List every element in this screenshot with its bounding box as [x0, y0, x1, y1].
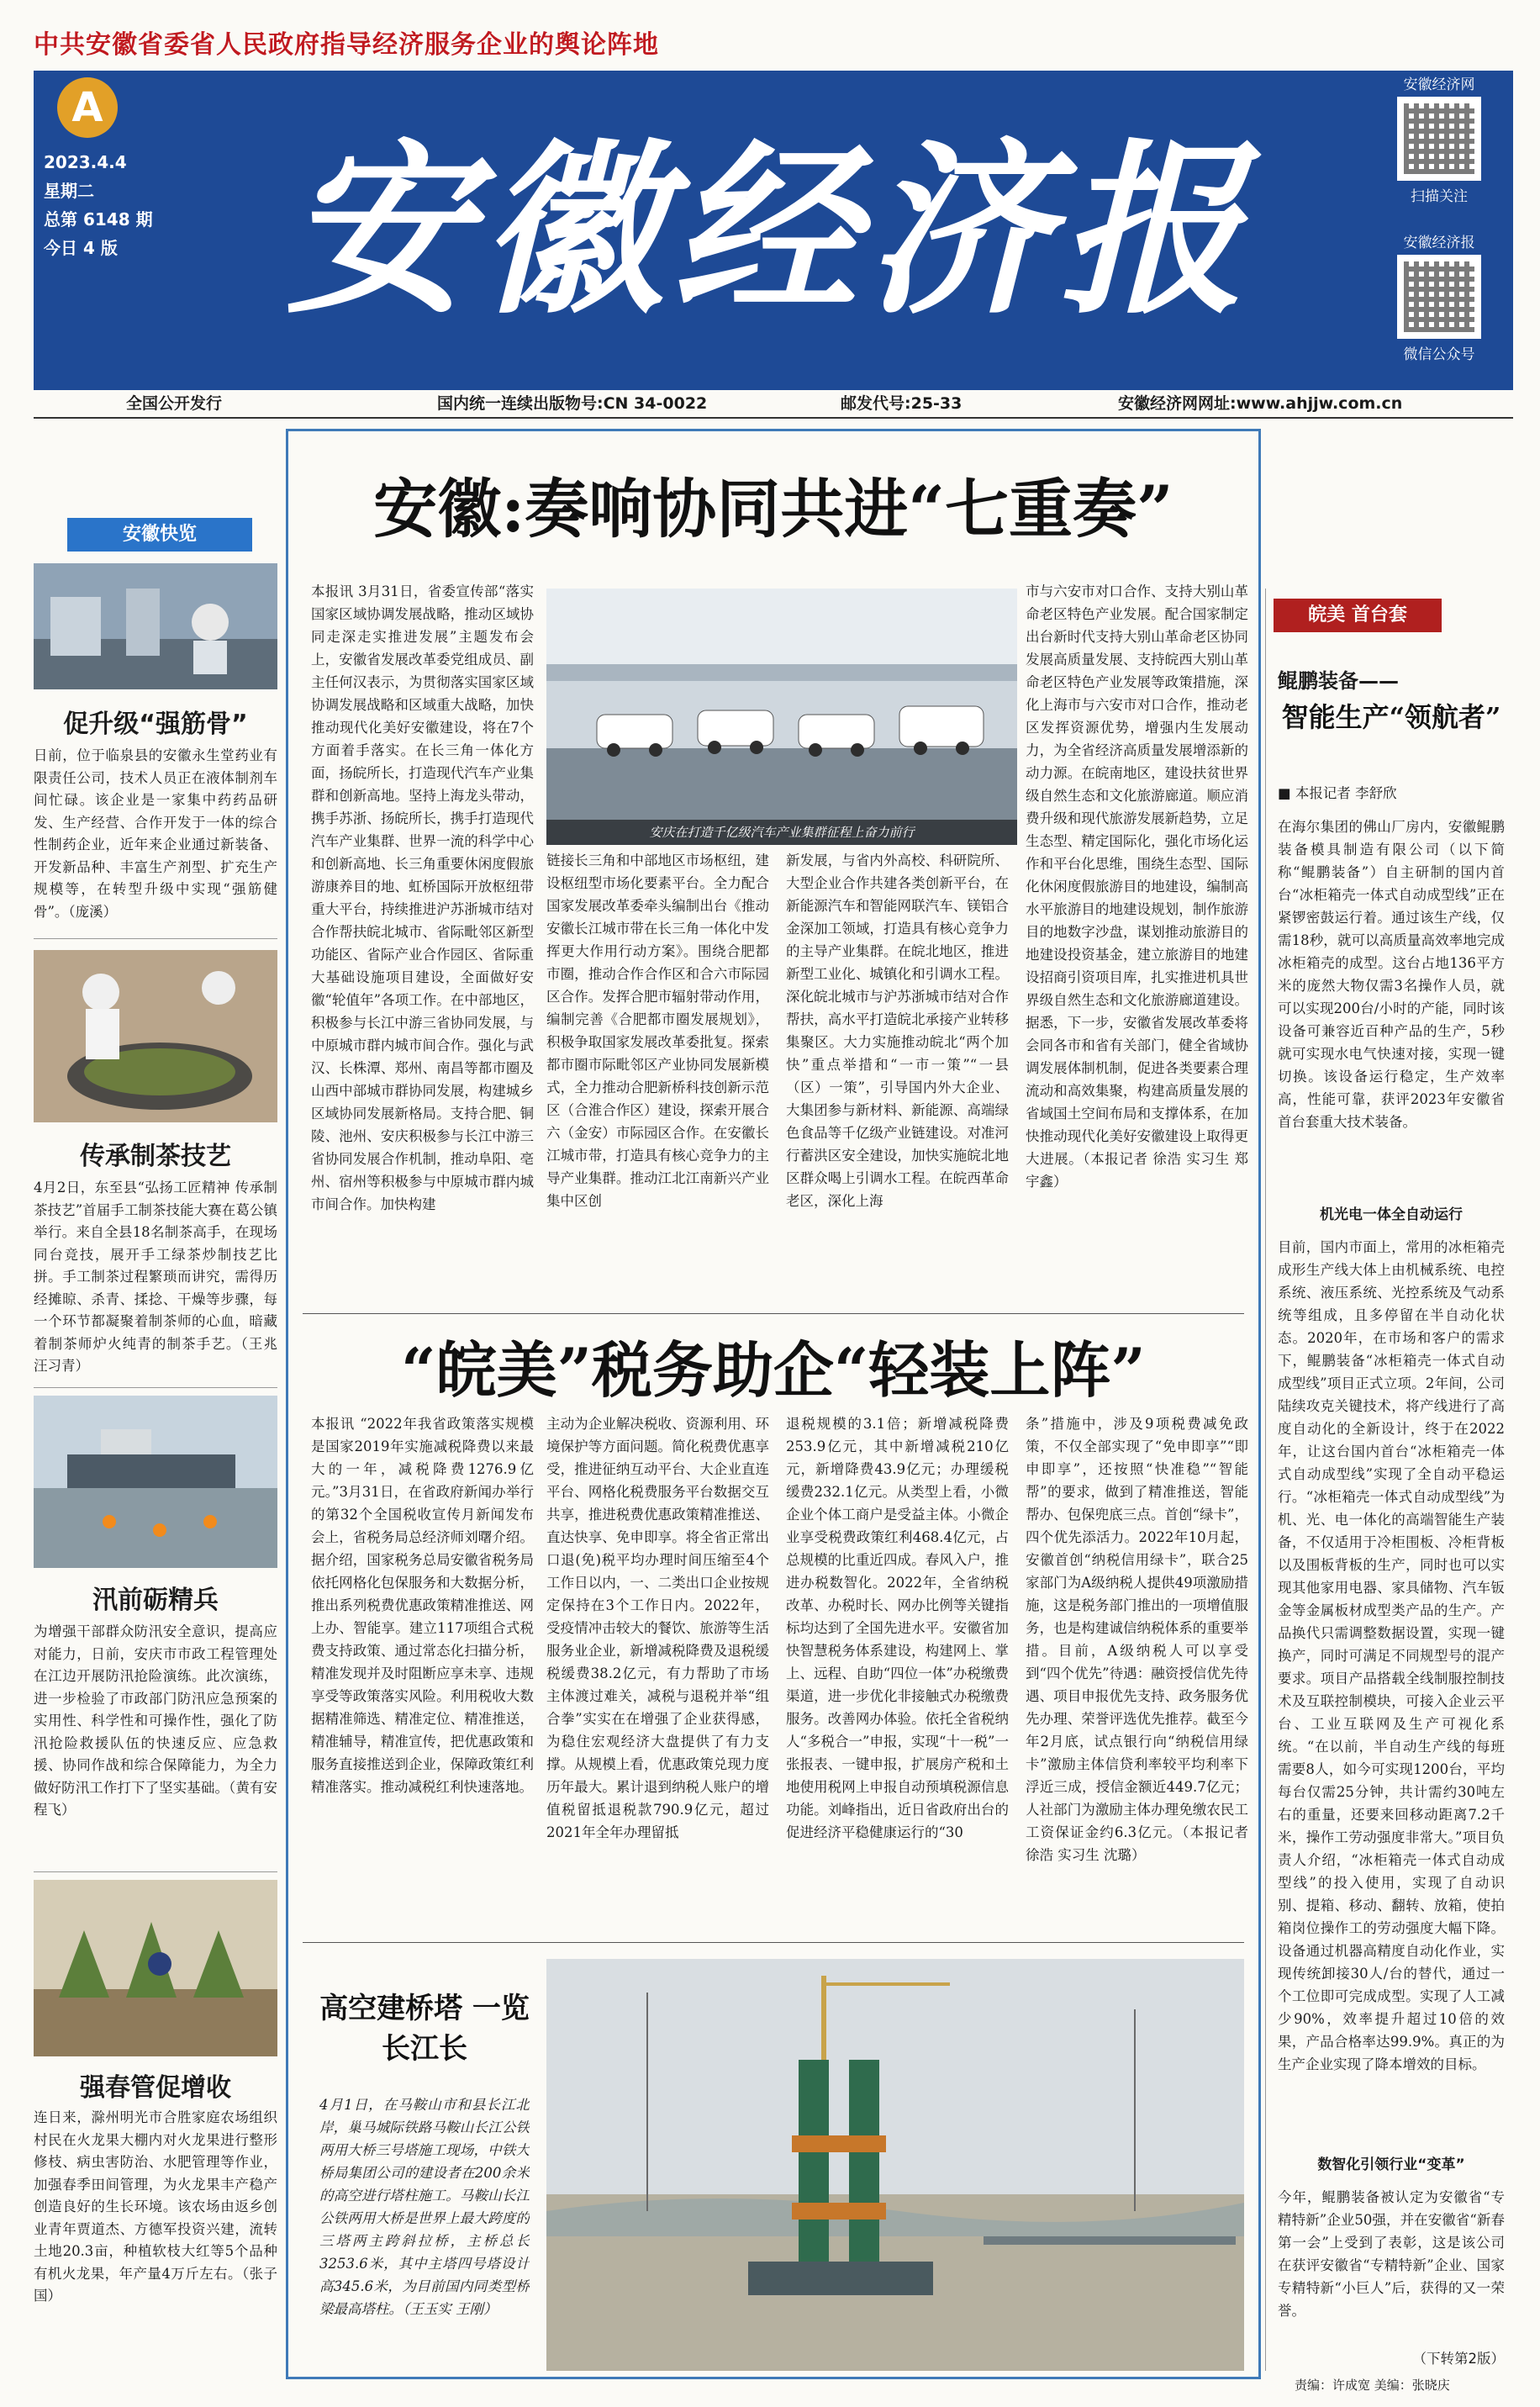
tax-column-4: 条”措施中，涉及9项税费减免政策，不仅全部实现了“免申即享”“即申即享”，还按照“快准稳”“智能帮”的要求，做到了精准推送，智能帮办、包保兜底三点。首创“绿卡”，四个优先添活力。2022年10月起，安徽首创“纳税信用绿卡”，联合25家部门为A级纳税人提供49项激励措施，这是税务部门推出的一项增值服务，也是构建诚信纳税体系的重要举措。目前，A级纳税人可以享受到“四个优先”待遇：融资授信优先待遇、项目申报优先支持、政务服务优先办理、荣誉评选优先推荐。截至今年2月底，试点银行向“纳税信用绿卡”激励主体信贷利率较平均利率下浮近三成，授信金额近449.7亿元；人社部门为激励主体办理免缴农民工工资保证金约6.3亿元。（本报记者 徐浩 实习生 沈璐）	[1026, 1416, 1248, 1863]
postal-code: 邮发代号:25-33	[841, 394, 962, 413]
right-byline: ■ 本报记者 李舒欣	[1278, 785, 1397, 801]
qr-website[interactable]	[1380, 72, 1498, 205]
cn-number: 国内统一连续出版物号:CN 34-0022	[437, 394, 708, 413]
tax-headline: “皖美”税务助企“轻装上阵”	[401, 1334, 1146, 1406]
lead-column-3: 新发展，与省内外高校、科研院所、大型企业合作共建各类创新平台，在新能源汽车和智能网联汽车、镁铝合金深加工领域，打造具有核心竞争力的主导产业集群。在皖北地区，推进新型工业化、城镇化和引调水工程。深化皖北城市与沪苏浙城市结对合作帮扶，高水平打造皖北承接产业转移集聚区。大力实施推动皖北“两个加快”重点举措和“一市一策”“一县（区）一策”，引导国内外大企业、大集团参与新材料、新能源、高端绿色食品等千亿级产业链建设。对准河行蓄洪区安全建设，加快实施皖北地区群众喝上引调水工程。在皖西革命老区，深化上海	[786, 852, 1009, 1209]
masthead	[34, 71, 1513, 390]
qr-code-icon[interactable]	[1397, 255, 1481, 339]
editors-credit: 责编：许成宽 美编：张晓庆	[1295, 2378, 1450, 2393]
lead-headline: 安徽:奏响协同共进“七重奏”	[373, 472, 1173, 546]
photo-flood-drill	[34, 1396, 277, 1568]
left-item-title: 强春管促增收	[80, 2073, 231, 2103]
qr-wechat[interactable]	[1380, 230, 1498, 363]
qr-website-label-bottom: 扫描关注	[1411, 188, 1468, 205]
top-slogan: 中共安徽省委省人民政府指导经济服务企业的舆论阵地	[34, 30, 659, 60]
photo-factory	[34, 563, 277, 689]
masthead-info	[44, 148, 170, 262]
tax-column-3: 退税规模的3.1倍；新增减税降费253.9亿元，其中新增减税210亿元，新增降费43.9亿元；办理缓税缓费232.1亿元。从类型上看，小微企业个体工商户是受益主体。小微企业享受税费政策红利468.4亿元，占总规模的比重近四成。春风入户，推进办税数智化。2022年，全省纳税改革、办税时长、网办比例等关键指标均达到了全国先进水平。安徽省加快智慧税务体系建设，构建网上、掌上、远程、自助“四位一体”办税缴费渠道，进一步优化非接触式办税缴费服务。改善网办体验。依托全省税纳人“多税合一”申报，实现“十一税”一张报表、一键申报，扩展房产税和土地使用税网上申报自动预填税源信息功能。刘峰指出，近日省政府出台的促进经济平稳健康运行的“30	[786, 1416, 1009, 1840]
bridge-body: 4月1日，在马鞍山市和县长江北岸，巢马城际铁路马鞍山长江公铁两用大桥三号塔施工现场，中铁大桥局集团公司的建设者在200余米的高空进行塔柱施工。马鞍山长江公铁两用大桥是世界上最大跨度的三塔两主跨斜拉桥，主桥总长3253.6米，其中主塔四号塔设计高345.6米，为目前国内同类型桥梁最高塔柱。（王玉实 王刚）	[319, 2097, 530, 2317]
issue-weekday: 星期二	[44, 181, 94, 201]
left-item-body: 日前，位于临泉县的安徽永生堂药业有限责任公司，技术人员正在液体制剂车间忙碌。该企业是一家集中药药品研发、生产经营、合作开发于一体的综合性制药企业，近年来企业通过新装备、开发新品种、丰富生产剂型、扩充生产规模等，在转型升级中实现“强筋健骨”。（庞溪）	[34, 747, 277, 920]
left-item-body: 为增强干部群众防汛安全意识，提高应对能力，日前，安庆市市政工程管理处在江边开展防汛抢险演练。此次演练，进一步检验了市政部门防汛应急预案的实用性、科学性和可操作性，强化了防汛抢险救援队伍的快速反应、应急救援、协同作战和综合保障能力，为全力做好防汛工作打下了坚实基础。（黄有安 程飞）	[34, 1623, 277, 1818]
page-count: 今日 4 版	[44, 238, 118, 258]
lead-column-1: 本报讯 3月31日，省委宣传部“落实国家区域协调发展战略，推动区域协同走深走实推进发展”主题发布会上，安徽省发展改革委党组成员、副主任何汉表示，为贯彻落实国家区域协调发展战略和区域重大战略，加快推动现代化美好安徽建设，将在7个方面着手落实。在长三角一体化方面，扬皖所长，打造现代汽车产业集群和创新高地。坚持上海龙头带动，携手苏浙、扬皖所长，携手打造现代汽车产业集群、世界一流的科学中心和创新高地、长三角重要休闲度假旅游康养目的地、虹桥国际开放枢纽带重大平台，持续推进沪苏浙城市结对合作帮扶皖北城市、省际毗邻区新型功能区、省际产业合作园区、省际重大基础设施项目建设，全面做好安徽“轮值年”各项工作。在中部地区，积极参与长江中游三省协同发展，与中原城市群内城市间合作。强化与武汉、长株潭、郑州、南昌等都市圈及山西中部城市群协同发展，构建城乡区域协同发展新格局。支持合肥、铜陵、池州、安庆积极参与长江中游三省协同发展合作机制，推动阜阳、亳州、宿州等积极参与中原城市群内城市间合作。加快构建	[311, 583, 534, 1212]
lead-photo-caption: 安庆在打造千亿级汽车产业集群征程上奋力前行	[546, 820, 1017, 845]
right-section-tag: 皖美 首台套	[1274, 599, 1442, 632]
continued-note: （下转第2版）	[1412, 2351, 1505, 2367]
qr-wechat-label-top: 安徽经济报	[1403, 235, 1475, 251]
newspaper-logo-icon: A	[57, 77, 118, 138]
bridge-construction-illustration	[546, 1959, 1244, 2371]
photo-tea-making	[34, 950, 277, 1122]
bridge-headline: 高空建桥塔 一览长江长	[319, 1992, 530, 2066]
left-item-title: 汛前砺精兵	[92, 1586, 219, 1615]
issue-scope: 全国公开发行	[126, 394, 223, 413]
website-url[interactable]: 安徽经济网网址:www.ahjjw.com.cn	[1118, 394, 1403, 413]
car-factory-illustration	[546, 589, 1017, 845]
tax-column-2: 主动为企业解决税收、资源利用、环境保护等方面问题。简化税费优惠享受，推进征纳互动平台、大企业直连平台、网格化税费服务平台数据交互共享，推进税费优惠政策精准推送、直达快享、免申即享。将全省正常出口退(免)税平均办理时间压缩至4个工作日以内，一、二类出口企业按规定保持在3个工作日内。2022年，受疫情冲击较大的餐饮、旅游等生活服务业企业，新增减税降费及退税缓税缓费38.2亿元，有力帮助了市场主体渡过难关，减税与退税并举“组合拳”实实在在增强了企业获得感，为稳住宏观经济大盘提供了有力支撑。从规模上看，优惠政策兑现力度历年最大。累计退到纳税人账户的增值税留抵退税款790.9亿元，超过2021年全年办理留抵	[546, 1416, 769, 1840]
left-item-body: 连日来，滁州明光市合胜家庭农场组织村民在火龙果大棚内对火龙果进行整形修枝、病虫害防治、水肥管理等作业，加强春季田间管理，为火龙果丰产稳产创造良好的生长环境。该农场由返乡创业青年贾道杰、方德军投资兴建，流转土地20.3亩，种植软枝大红等5个品种有机火龙果，年产量4万斤左右。（张子国）	[34, 2109, 277, 2304]
qr-wechat-label-bottom: 微信公众号	[1403, 346, 1475, 363]
right-subheading-2: 数智化引领行业“变革”	[1317, 2156, 1465, 2173]
left-item-title: 促升级“强筋骨”	[63, 710, 248, 739]
right-paragraph-3: 今年，鲲鹏装备被认定为安徽省“专精特新”企业50强，并在安徽省“新春第一会”上受到了表彰，这是该公司在获评安徽省“专精特新”企业、国家专精特新“小巨人”后，获得的又一荣誉。	[1278, 2189, 1505, 2319]
qr-website-label-top: 安徽经济网	[1403, 77, 1475, 93]
publication-info-bar	[34, 388, 1513, 419]
lead-column-4: 市与六安市对口合作、支持大别山革命老区特色产业发展。配合国家制定出台新时代支持大别山革命老区协同发展高质量发展、支持皖西大别山革命老区特色产业发展等政策措施，深化上海市与六安市对口合作，推动老区发挥资源优势，增强内生发展动力，为全省经济高质量发展增添新的动力源。在皖南地区，建设扶贫世界级自然生态和文化旅游廊道。顺应消费升级和现代旅游发展新趋势，立足生态型、精定国际化，强化市场化运作和平台化思维，围绕生态型、国际化休闲度假旅游目的地建设，编制高水平旅游目的地建设规划，制作旅游目的地数字沙盘，谋划推动旅游目的地建设投资基金，建立旅游目的地建设招商引资项目库，扎实推进机具世界级自然生态和文化旅游廊道建设。据悉，下一步，安徽省发展改革委将会同各市和省有关部门，健全省域协调发展体制机制，促进各类要素合理流动和高效集聚，构建高质量发展的省域国土空间布局和支撑体系，在加快推动现代化美好安徽建设上取得更大进展。（本报记者 徐浩 实习生 郑宇鑫）	[1026, 583, 1248, 1190]
left-news-column	[34, 429, 277, 2379]
bridge-photo	[546, 1959, 1244, 2371]
newspaper-title: 安徽经济报	[285, 121, 1253, 339]
right-subheading-1: 机光电一体全自动运行	[1320, 1206, 1463, 1223]
lead-column-2: 链接长三角和中部地区市场枢纽，建设枢纽型市场化要素平台。全力配合国家发展改革委牵头编制出台《推动安徽长江城市带在长三角一体化中发挥更大作用行动方案》。围绕合肥都市圈，推动合作合作区和合六市际园区合作。发挥合肥市辐射带动作用，编制完善《合肥都市圈发展规划》，积极争取国家发展改革委批复。探索都市圈市际毗邻区产业协同发展新模式，全力推动合肥新桥科技创新示范区（合淮合作区）建设，探索开展合六（金安）市际园区合作。在安徽长江城市带，打造具有核心竞争力的主导产业集群。推动江北江南新兴产业集中区创	[546, 852, 769, 1209]
photo-dragon-fruit	[34, 1880, 277, 2056]
right-paragraph-1: 在海尔集团的佛山厂房内，安徽鲲鹏装备模具制造有限公司（以下简称“鲲鹏装备”）自主研制的国内首台“冰柜箱壳一体式自动成型线”正在紧锣密鼓运行着。通过该生产线，仅需18秒，就可以高质量高效率地完成冰柜箱壳的成型。这台占地136平方米的庞然大物仅需3名操作人员，就可以实现200台/小时的产能，同时该设备可兼容近百种产品的生产，5秒就可实现水电气快速对接，实现一键切换。该设备运行稳定，生产效率高，性能可靠，获评2023年安徽省首台套重大技术装备。	[1278, 819, 1505, 1130]
issue-date: 2023.4.4	[44, 152, 127, 172]
lead-photo	[546, 589, 1017, 845]
issue-number: 总第 6148 期	[44, 209, 153, 230]
right-company: 鲲鹏装备——	[1278, 669, 1399, 693]
right-paragraph-2: 目前，国内市面上，常用的冰柜箱壳成形生产线大体上由机械系统、电控系统、液压系统、光控系统及气动系统等组成，且多停留在半自动化状态。2020年，在市场和客户的需求下，鲲鹏装备“冰柜箱壳一体式自动成型线”项目正式立项。2年间，公司陆续攻克关键技术，将产线进行了高度自动化的全新设计，终于在2022年，让这台国内首台“冰柜箱壳一体式自动成型线”实现了全自动平稳运行。“冰柜箱壳一体式自动成型线”为机、光、电一体化的高端智能生产装备，不仅适用于冷柜围板、冷柜背板以及围板背板的生产，同时也可以实现其他家用电器、家具储物、汽车钣金等金属板材成型类产品的生产。产品换代只需调整数据设置，实现一键换产，同时可满足不同规型号的混产要求。项目产品搭载全线制服控制技术及互联控制模块，可接入企业云平台、工业互联网及生产可视化系统。“在以前，半自动生产线的每班需要8人，如今可实现1200台，平均每台仅需25分钟，共计需约30吨左右的重量，还要来回移动距离7.2千米，操作工劳动强度非常大。”项目负责人介绍，“冰柜箱壳一体式自动成型线”的投入使用，实现了自动识别、提箱、移动、翻转、放箱，使拍箱岗位操作工的劳动强度大幅下降。设备通过机器高精度自动化作业，实现传统卸接30人/台的替代，通过一个工位即可完成成型。实现了人工减少90%，效率提升超过10倍的效果，产品合格率达99.9%。真正的为生产企业实现了降本增效的目标。	[1278, 1239, 1505, 2072]
section-tag: 安徽快览	[67, 518, 252, 552]
qr-code-icon[interactable]	[1397, 97, 1481, 181]
left-item-body: 4月2日，东至县“弘扬工匠精神 传承制茶技艺”首届手工制茶技能大赛在葛公镇举行。来自全县18名制茶高手，在现场同台竞技，展开手工绿茶炒制技艺比拼。手工制茶过程繁琐而讲究，需得历经摊晾、杀青、揉捻、干燥等步骤，每一个环节都凝聚着制茶师的心血，暗藏着制茶师炉火纯青的制茶手艺。（王兆 汪习青）	[34, 1180, 277, 1374]
left-item-title: 传承制茶技艺	[80, 1142, 231, 1171]
tax-column-1: 本报讯 “2022年我省政策落实规模是国家2019年实施减税降费以来最大的一年，减税降费1276.9亿元。”3月31日，在省政府新闻办举行的第32个全国税收宣传月新闻发布会上，省税务局总经济师刘曙介绍。据介绍，国家税务总局安徽省税务局依托网格化包保服务和大数据分析，推出系列税费优惠政策精准推送、网上办、智能享。建立117项组合式税费支持政策、通过常态化扫描分析，精准发现并及时阻断应享未享、违规享受等政策落实风险。利用税收大数据精准筛选、精准定位、精准推送，精准辅导，精准宣传，把优惠政策和服务直接推送到企业，保障政策红利精准落实。推动减税红利快速落地。	[311, 1416, 534, 1795]
right-headline: 智能生产“领航者”	[1281, 701, 1501, 733]
